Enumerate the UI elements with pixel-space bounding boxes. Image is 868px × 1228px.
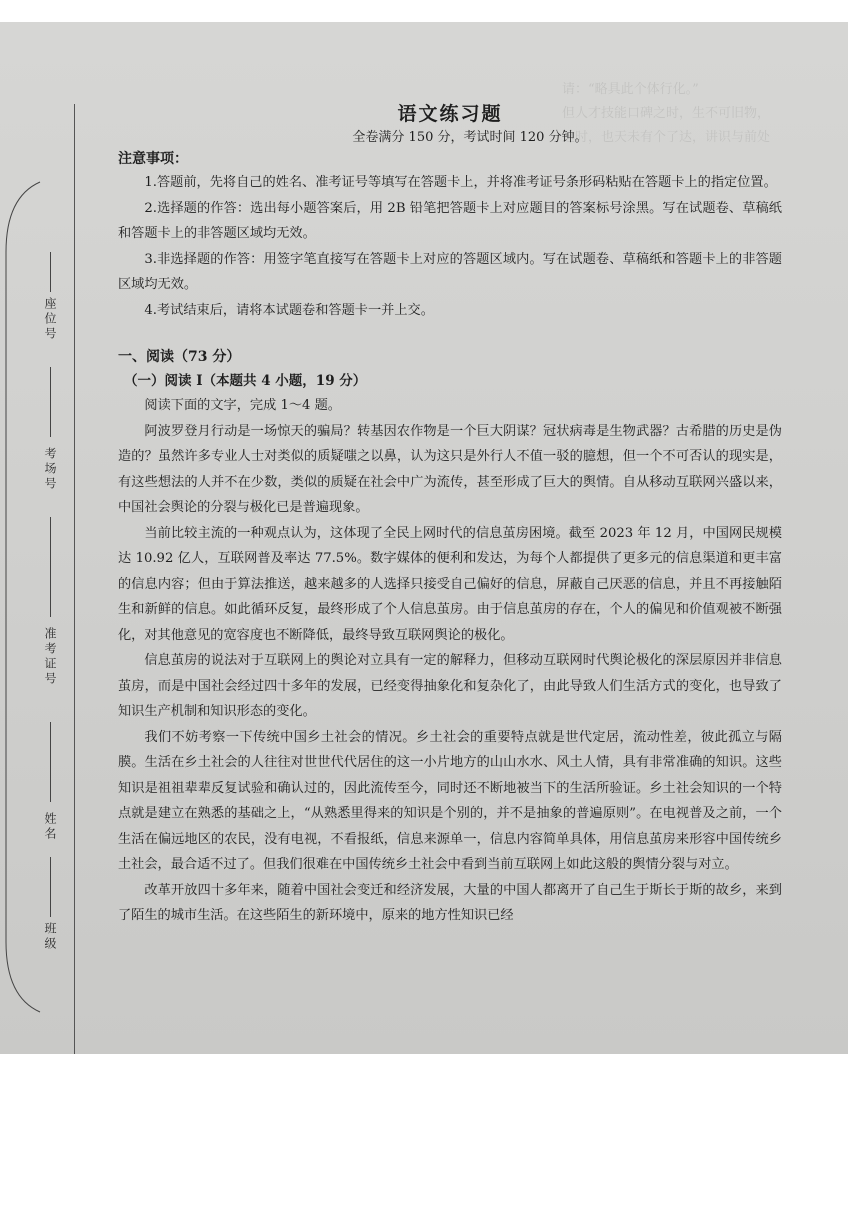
- blank-line: [50, 857, 51, 917]
- exam-content: [118, 100, 782, 929]
- blank-line: [50, 722, 51, 802]
- binding-curve: [0, 22, 78, 1054]
- ticket-number-label: 准考证号: [43, 627, 57, 687]
- notice-heading: 注意事项：: [118, 151, 188, 167]
- notice-item: 4.考试结束后，请将本试题卷和答题卡一并上交。: [144, 302, 434, 318]
- notice-item: 2.选择题的作答：选出每小题答案后，用 2B 铅笔把答题卡上对应题目的答案标号涂黑。写在试题卷、草稿纸和答题卡上的非答题区域均无效。: [118, 200, 782, 241]
- blank-line: [50, 517, 51, 617]
- name-label: 姓名: [43, 812, 57, 842]
- passage-paragraph: 改革开放四十多年来，随着中国社会变迁和经济发展，大量的中国人都离开了自己生于斯长于斯的故乡，来到了陌生的城市生活。在这些陌生的新环境中，原来的地方性知识已经: [118, 882, 782, 923]
- blank-line: [50, 252, 51, 292]
- bleed-line: 请：“略具此个体行化。”: [562, 82, 699, 97]
- scanned-page: [0, 22, 848, 1054]
- passage-paragraph: 我们不妨考察一下传统中国乡土社会的情况。乡土社会的重要特点就是世代定居，流动性差，彼此孤立与隔膜。生活在乡土社会的人往往对世世代代居住的这一小片地方的山山水水、风土人情，具有非常准确的知识。这些知识是祖祖辈辈反复试验和确认过的，因此流传至今，同时还不断地被当下的生活所验证。乡土社会知识的一个特点就是建立在熟悉的基础之上，“从熟悉里得来的知识是个别的，并不是抽象的普遍原则”。在电视普及之前，一个生活在偏远地区的农民，没有电视，不看报纸，信息来源单一，信息内容简单具体，用信息茧房来形容中国传统乡土社会，最合适不过了。但我们很难在中国传统乡土社会中看到当前互联网上如此这般的舆情分裂与对立。: [118, 729, 782, 872]
- passage-paragraph: 阿波罗登月行动是一场惊天的骗局？转基因农作物是一个巨大阴谋？冠状病毒是生物武器？古希腊的历史是伪造的？虽然许多专业人士对类似的质疑嗤之以鼻，认为这只是外行人不值一驳的臆想，但一个不可否认的现实是，有这些想法的人并不在少数，类似的质疑在社会中广为流传，甚至形成了巨大的舆情。自从移动互联网兴盛以来，中国社会舆论的分裂与极化已是普遍现象。: [118, 423, 782, 515]
- part-title: （一）阅读 I（本题共 4 小题，19 分）: [124, 373, 367, 389]
- passage-paragraph: 当前比较主流的一种观点认为，这体现了全民上网时代的信息茧房困境。截至 2023 年 12 月，中国网民规模达 10.92 亿人，互联网普及率达 77.5%。数字媒体的便利和发达，为每个人都提供了更多元的信息渠道和更丰富的信息内容；但由于算法推送，越来越多的人选择只接受自己偏好的信息，屏蔽自己厌恶的信息，并且不再接触陌生和新鲜的信息。如此循环反复，最终形成了个人信息茧房。由于信息茧房的存在，个人的偏见和价值观被不断强化，对其他意见的宽容度也不断降低，最终导致互联网舆论的极化。: [118, 525, 782, 643]
- bleed-line: 这时，也天未有个了达，讲识与前处: [562, 130, 771, 145]
- binding-margin: [0, 22, 78, 1054]
- page-title: 语文练习题: [397, 103, 503, 125]
- seat-number-label: 座位号: [43, 297, 57, 342]
- section-title: 一、阅读（73 分）: [118, 349, 241, 365]
- reading-instruction: 阅读下面的文字，完成 1～4 题。: [144, 398, 341, 413]
- notice-item: 1.答题前，先将自己的姓名、准考证号等填写在答题卡上，并将准考证号条形码粘贴在答题卡上的指定位置。: [144, 175, 777, 190]
- bleed-line: 但人才技能口碑之时，生不可旧物，: [562, 106, 771, 121]
- exam-room-label: 考场号: [43, 447, 57, 492]
- exam-info: 全卷满分 150 分，考试时间 120 分钟。: [352, 130, 588, 145]
- notice-item: 3.非选择题的作答：用签字笔直接写在答题卡上对应的答题区域内。写在试题卷、草稿纸和答题卡上的非答题区域均无效。: [118, 251, 782, 292]
- class-label: 班级: [43, 922, 57, 952]
- passage-paragraph: 信息茧房的说法对于互联网上的舆论对立具有一定的解释力，但移动互联网时代舆论极化的深层原因并非信息茧房，而是中国社会经过四十多年的发展，已经变得抽象化和复杂化了，由此导致人们生活方式的变化，也导致了知识生产机制和知识形态的变化。: [118, 653, 782, 719]
- binding-line: [74, 104, 75, 1054]
- blank-line: [50, 367, 51, 437]
